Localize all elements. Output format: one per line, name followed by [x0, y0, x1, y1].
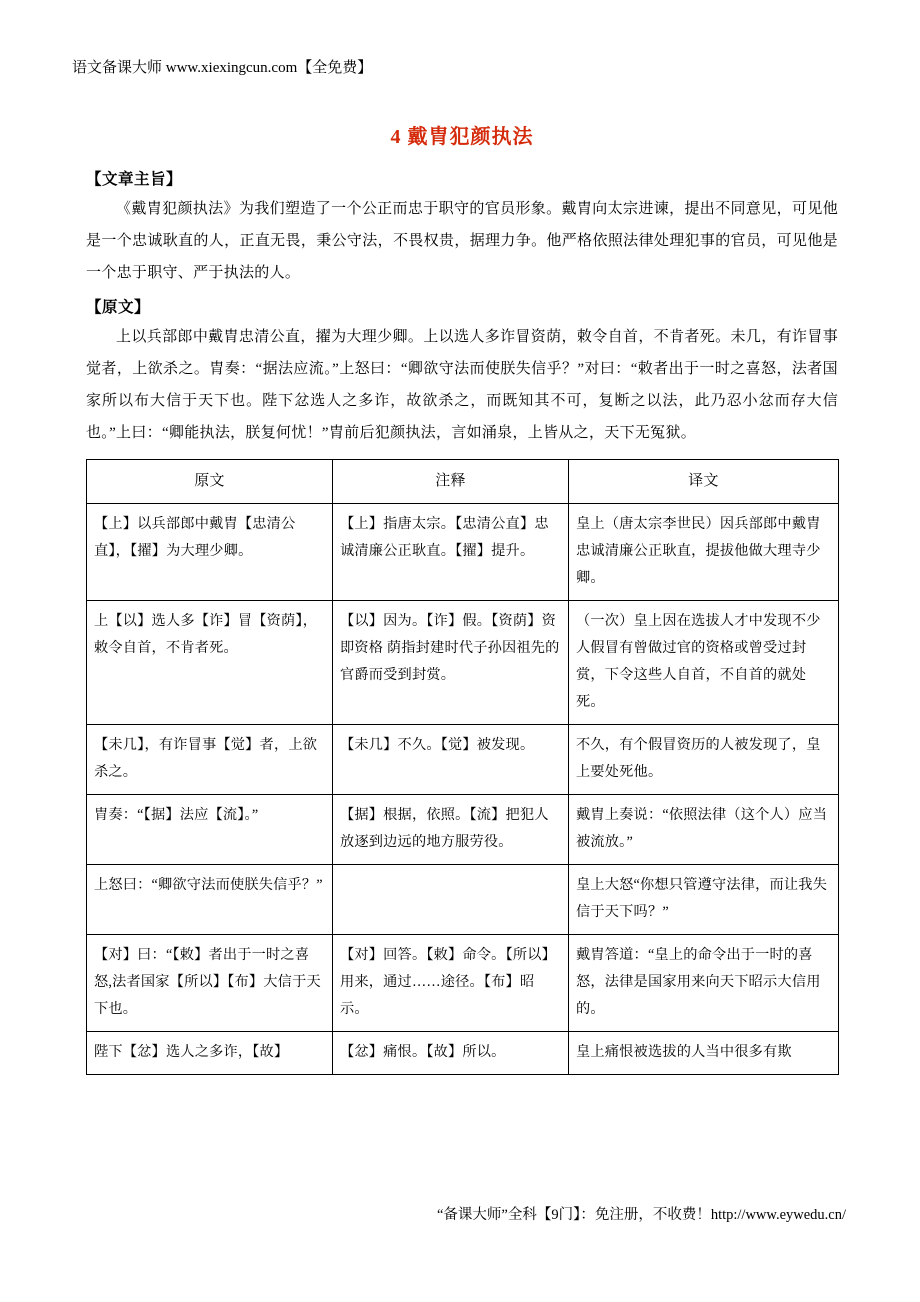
table-header-row — [87, 460, 839, 504]
page-header: 语文备课大师 www.xiexingcun.com【全免费】 — [72, 60, 373, 76]
cell-notes: 【据】根据，依照。【流】把犯人放逐到边远的地方服劳役。 — [333, 795, 569, 865]
table-row — [87, 725, 839, 795]
cell-notes — [333, 865, 569, 935]
page-title: 4 戴胄犯颜执法 — [390, 126, 534, 148]
cell-original: 上【以】选人多【诈】冒【资荫】，敕令自首，不肯者死。 — [87, 601, 333, 725]
table-row — [87, 865, 839, 935]
table-row — [87, 504, 839, 601]
cell-original: 【未几】，有诈冒事【觉】者，上欲杀之。 — [87, 725, 333, 795]
annotation-table — [86, 459, 839, 1075]
cell-original: 【对】曰：“【敕】者出于一时之喜怒,法者国家【所以】【布】大信于天下也。 — [87, 935, 333, 1032]
table-column-header-notes: 注释 — [333, 460, 569, 504]
cell-translation: 戴胄答道：“皇上的命令出于一时的喜怒，法律是国家用来向天下昭示大信用的。 — [569, 935, 839, 1032]
cell-original: 陛下【忿】选人之多诈，【故】 — [87, 1032, 333, 1075]
document-content — [86, 110, 838, 1075]
cell-notes: 【上】指唐太宗。【忠清公直】忠诚清廉公正耿直。【擢】提升。 — [333, 504, 569, 601]
cell-translation: 皇上痛恨被选拔的人当中很多有欺 — [569, 1032, 839, 1075]
cell-translation: 皇上（唐太宗李世民）因兵部郎中戴胄忠诚清廉公正耿直，提拔他做大理寺少卿。 — [569, 504, 839, 601]
section-label-original: 【原文】 — [86, 299, 151, 316]
page-footer: “备课大师”全科【9门】：免注册，不收费！http://www.eywedu.cn/ — [436, 1207, 846, 1223]
cell-translation: （一次）皇上因在选拔人才中发现不少人假冒有曾做过官的资格或曾受过封赏，下令这些人自首，不自首的就处死。 — [569, 601, 839, 725]
section-label-theme: 【文章主旨】 — [86, 171, 183, 188]
cell-notes: 【忿】痛恨。【故】所以。 — [333, 1032, 569, 1075]
cell-translation: 不久，有个假冒资历的人被发现了，皇上要处死他。 — [569, 725, 839, 795]
cell-original: 胄奏：“【据】法应【流】。” — [87, 795, 333, 865]
cell-notes: 【对】回答。【敕】命令。【所以】用来，通过……途径。【布】昭示。 — [333, 935, 569, 1032]
cell-original: 上怒曰：“卿欲守法而使朕失信乎？” — [87, 865, 333, 935]
cell-original: 【上】以兵部郎中戴胄【忠清公直】，【擢】为大理少卿。 — [87, 504, 333, 601]
section-text-theme: 《戴胄犯颜执法》为我们塑造了一个公正而忠于职守的官员形象。戴胄向太宗进谏，提出不同意见，可见他是一个忠诚耿直的人，正直无畏，秉公守法，不畏权贵，据理力争。他严格依照法律处理犯事的官员，可见他是一个忠于职守、严于执法的人。 — [86, 201, 838, 281]
cell-notes: 【未几】不久。【觉】被发现。 — [333, 725, 569, 795]
table-row — [87, 1032, 839, 1075]
table-row — [87, 601, 839, 725]
table-column-header-original: 原文 — [87, 460, 333, 504]
cell-translation: 皇上大怒“你想只管遵守法律，而让我失信于天下吗？” — [569, 865, 839, 935]
table-row — [87, 795, 839, 865]
table-row — [87, 935, 839, 1032]
table-column-header-translation: 译文 — [569, 460, 839, 504]
section-text-original: 上以兵部郎中戴胄忠清公直，擢为大理少卿。上以选人多诈冒资荫，敕令自首，不肯者死。未几，有诈冒事觉者，上欲杀之。胄奏：“据法应流。”上怒曰：“卿欲守法而使朕失信乎？”对曰：“敕者出于一时之喜怒，法者国家所以布大信于天下也。陛下忿选人之多诈，故欲杀之，而既知其不可，复断之以法，此乃忍小忿而存大信也。”上曰：“卿能执法，朕复何忧！”胄前后犯颜执法，言如涌泉，上皆从之，天下无冤狱。 — [86, 329, 838, 441]
cell-notes: 【以】因为。【诈】假。【资荫】资即资格 荫指封建时代子孙因祖先的官爵而受到封赏。 — [333, 601, 569, 725]
cell-translation: 戴胄上奏说：“依照法律（这个人）应当被流放。” — [569, 795, 839, 865]
